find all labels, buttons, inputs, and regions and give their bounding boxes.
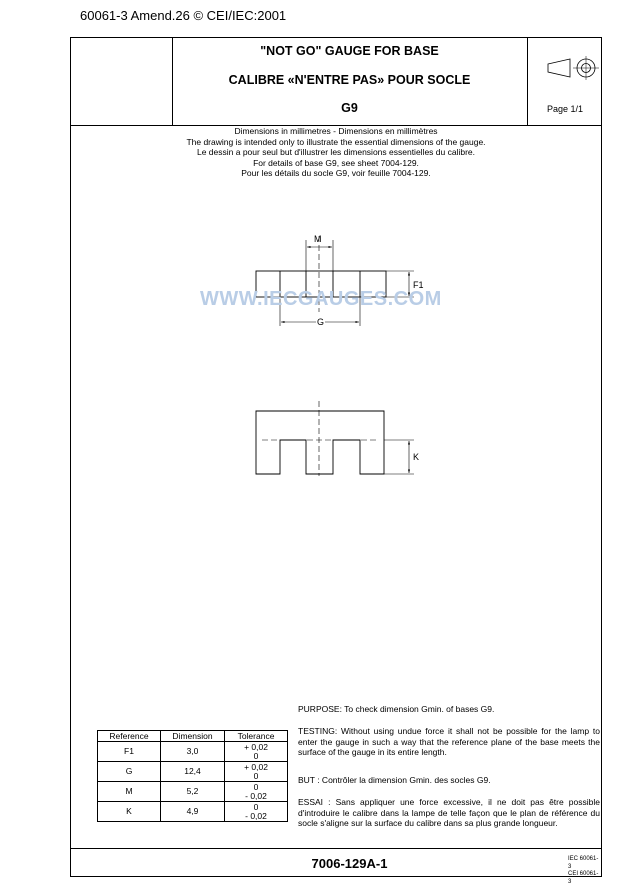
sheet-number: 7006-129A-1 <box>311 856 388 871</box>
header-tolerance: Tolerance <box>225 731 288 742</box>
title-en: "NOT GO" GAUGE FOR BASE <box>260 44 439 58</box>
but-text: BUT : Contrôler la dimension Gmin. des socles G9. <box>298 775 491 785</box>
tolerance-upper: 0 <box>253 801 259 812</box>
page-number: Page 1/1 <box>546 104 584 114</box>
note-drawing-fr: Le dessin a pour seul but d'illustrer les dimensions essentielles du calibre. <box>196 147 476 157</box>
label-k: K <box>413 452 420 462</box>
gauge-front-view <box>256 236 414 326</box>
cell-reference: K <box>98 802 161 822</box>
standard-iec: IEC 60061-3 <box>568 856 599 870</box>
note-drawing-en: The drawing is intended only to illustrate the essential dimensions of the gauge. <box>186 136 486 147</box>
header-dimension: Dimension <box>161 731 225 742</box>
gauge-profile <box>256 411 384 474</box>
tolerance-upper: + 0,02 <box>244 761 268 772</box>
standard-cei: CEI 60061-3 <box>568 871 599 885</box>
purpose-text: PURPOSE: To check dimension Gmin. of bases G9. <box>298 704 495 714</box>
label-f1: F1 <box>413 280 424 290</box>
cell-reference: F1 <box>98 742 161 762</box>
cell-dimension: 5,2 <box>161 782 225 802</box>
note-details-en: For details of base G9, see sheet 7004-129. <box>253 157 419 168</box>
testing-text: TESTING: Without using undue force it shall not be possible for the lamp to enter the gauge in such a way that the reference plane of the base meets the surface of the gauge in its entire length. <box>298 726 600 757</box>
essai-text: ESSAI : Sans appliquer une force excessive, il ne doit pas être possible d'introduire le calibre dans la lampe de telle façon que le plan de référence du socle s'aligne sur la surface du calibre dans sa plus grande longueur. <box>298 797 600 828</box>
cell-dimension: 4,9 <box>161 802 225 822</box>
title-fr: CALIBRE «N'ENTRE PAS» POUR SOCLE <box>228 73 471 87</box>
tolerance-lower: 0 <box>253 770 259 781</box>
tolerance-lower: 0 <box>253 750 259 761</box>
tolerance-upper: + 0,02 <box>244 741 268 752</box>
label-m: M <box>314 234 322 244</box>
projection-symbol-icon <box>548 56 599 80</box>
document-id: 60061-3 Amend.26 © CEI/IEC:2001 <box>80 8 287 23</box>
cell-reference: M <box>98 782 161 802</box>
gauge-section-view <box>256 401 414 476</box>
header-reference: Reference <box>98 731 161 742</box>
watermark: WWW.IECGAUGES.COM <box>200 288 442 310</box>
tolerance-lower: - 0,02 <box>245 790 267 801</box>
tolerance-upper: 0 <box>253 781 259 792</box>
cell-dimension: 12,4 <box>161 762 225 782</box>
label-g: G <box>317 317 325 327</box>
title-base: G9 <box>341 101 358 115</box>
note-details-fr: Pour les détails du socle G9, voir feuille 7004-129. <box>241 168 431 178</box>
cell-reference: G <box>98 762 161 782</box>
tolerance-lower: - 0,02 <box>245 810 267 821</box>
cell-dimension: 3,0 <box>161 742 225 762</box>
note-dimensions: Dimensions in millimetres - Dimensions en millimètres <box>234 126 438 136</box>
